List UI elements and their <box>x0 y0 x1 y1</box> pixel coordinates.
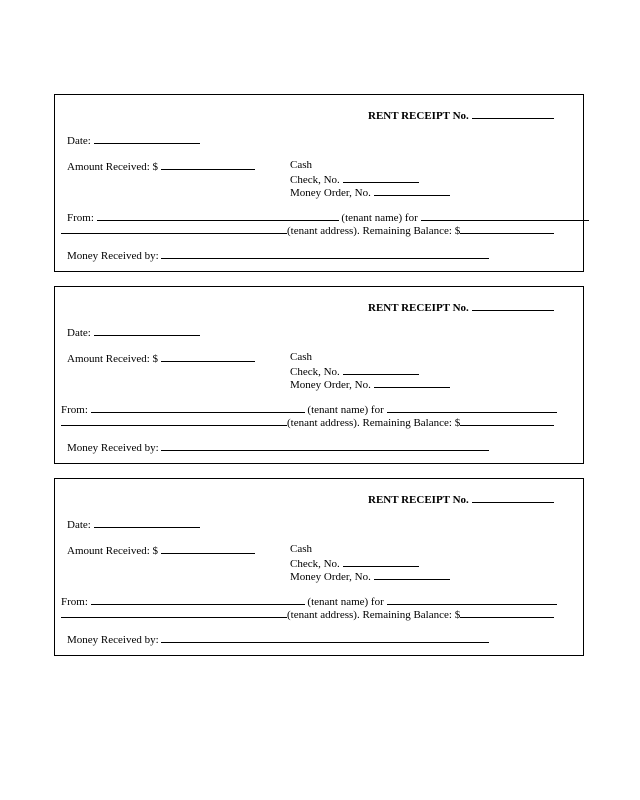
date-row: Date: <box>67 325 200 340</box>
address-row: (tenant address). Remaining Balance: $ <box>61 607 554 622</box>
amount-row: Amount Received: $ <box>67 543 255 558</box>
tenant-name-field[interactable] <box>91 402 305 413</box>
date-field[interactable] <box>94 517 200 528</box>
receipt-number-field[interactable] <box>472 300 554 311</box>
money-order-number-field[interactable] <box>374 569 450 580</box>
rental-for-field[interactable] <box>387 594 557 605</box>
money-order-number-field[interactable] <box>374 185 450 196</box>
tenant-address-field[interactable] <box>61 223 287 234</box>
money-received-row: Money Received by: <box>67 440 489 455</box>
received-by-field[interactable] <box>161 632 489 643</box>
remaining-balance-field[interactable] <box>460 607 554 618</box>
receipt-title: RENT RECEIPT No. <box>368 108 554 123</box>
amount-row: Amount Received: $ <box>67 159 255 174</box>
tenant-address-field[interactable] <box>61 607 287 618</box>
date-field[interactable] <box>94 133 200 144</box>
receipt-title: RENT RECEIPT No. <box>368 492 554 507</box>
remaining-balance-field[interactable] <box>460 415 554 426</box>
date-row: Date: <box>67 517 200 532</box>
money-order-row: Money Order, No. <box>290 377 450 392</box>
rent-receipt-3 <box>54 478 584 656</box>
money-order-row: Money Order, No. <box>290 185 450 200</box>
address-row: (tenant address). Remaining Balance: $ <box>61 415 554 430</box>
rental-for-field[interactable] <box>387 402 557 413</box>
from-row: From: (tenant name) for <box>67 210 589 225</box>
tenant-address-field[interactable] <box>61 415 287 426</box>
check-row: Check, No. <box>290 172 419 187</box>
check-row: Check, No. <box>290 364 419 379</box>
amount-row: Amount Received: $ <box>67 351 255 366</box>
amount-field[interactable] <box>161 543 255 554</box>
cash-option: Cash <box>290 159 312 171</box>
rental-for-field[interactable] <box>421 210 589 221</box>
receipt-number-field[interactable] <box>472 108 554 119</box>
rent-receipt-2 <box>54 286 584 464</box>
amount-field[interactable] <box>161 351 255 362</box>
tenant-name-field[interactable] <box>97 210 339 221</box>
money-order-row: Money Order, No. <box>290 569 450 584</box>
received-by-field[interactable] <box>161 248 489 259</box>
check-number-field[interactable] <box>343 556 419 567</box>
remaining-balance-field[interactable] <box>460 223 554 234</box>
amount-field[interactable] <box>161 159 255 170</box>
cash-option: Cash <box>290 351 312 363</box>
received-by-field[interactable] <box>161 440 489 451</box>
from-row: From: (tenant name) for <box>61 402 557 417</box>
check-row: Check, No. <box>290 556 419 571</box>
rent-receipt-1 <box>54 94 584 272</box>
date-row: Date: <box>67 133 200 148</box>
date-field[interactable] <box>94 325 200 336</box>
from-row: From: (tenant name) for <box>61 594 557 609</box>
receipt-number-field[interactable] <box>472 492 554 503</box>
money-order-number-field[interactable] <box>374 377 450 388</box>
address-row: (tenant address). Remaining Balance: $ <box>61 223 554 238</box>
receipt-title: RENT RECEIPT No. <box>368 300 554 315</box>
money-received-row: Money Received by: <box>67 248 489 263</box>
cash-option: Cash <box>290 543 312 555</box>
money-received-row: Money Received by: <box>67 632 489 647</box>
tenant-name-field[interactable] <box>91 594 305 605</box>
check-number-field[interactable] <box>343 172 419 183</box>
check-number-field[interactable] <box>343 364 419 375</box>
